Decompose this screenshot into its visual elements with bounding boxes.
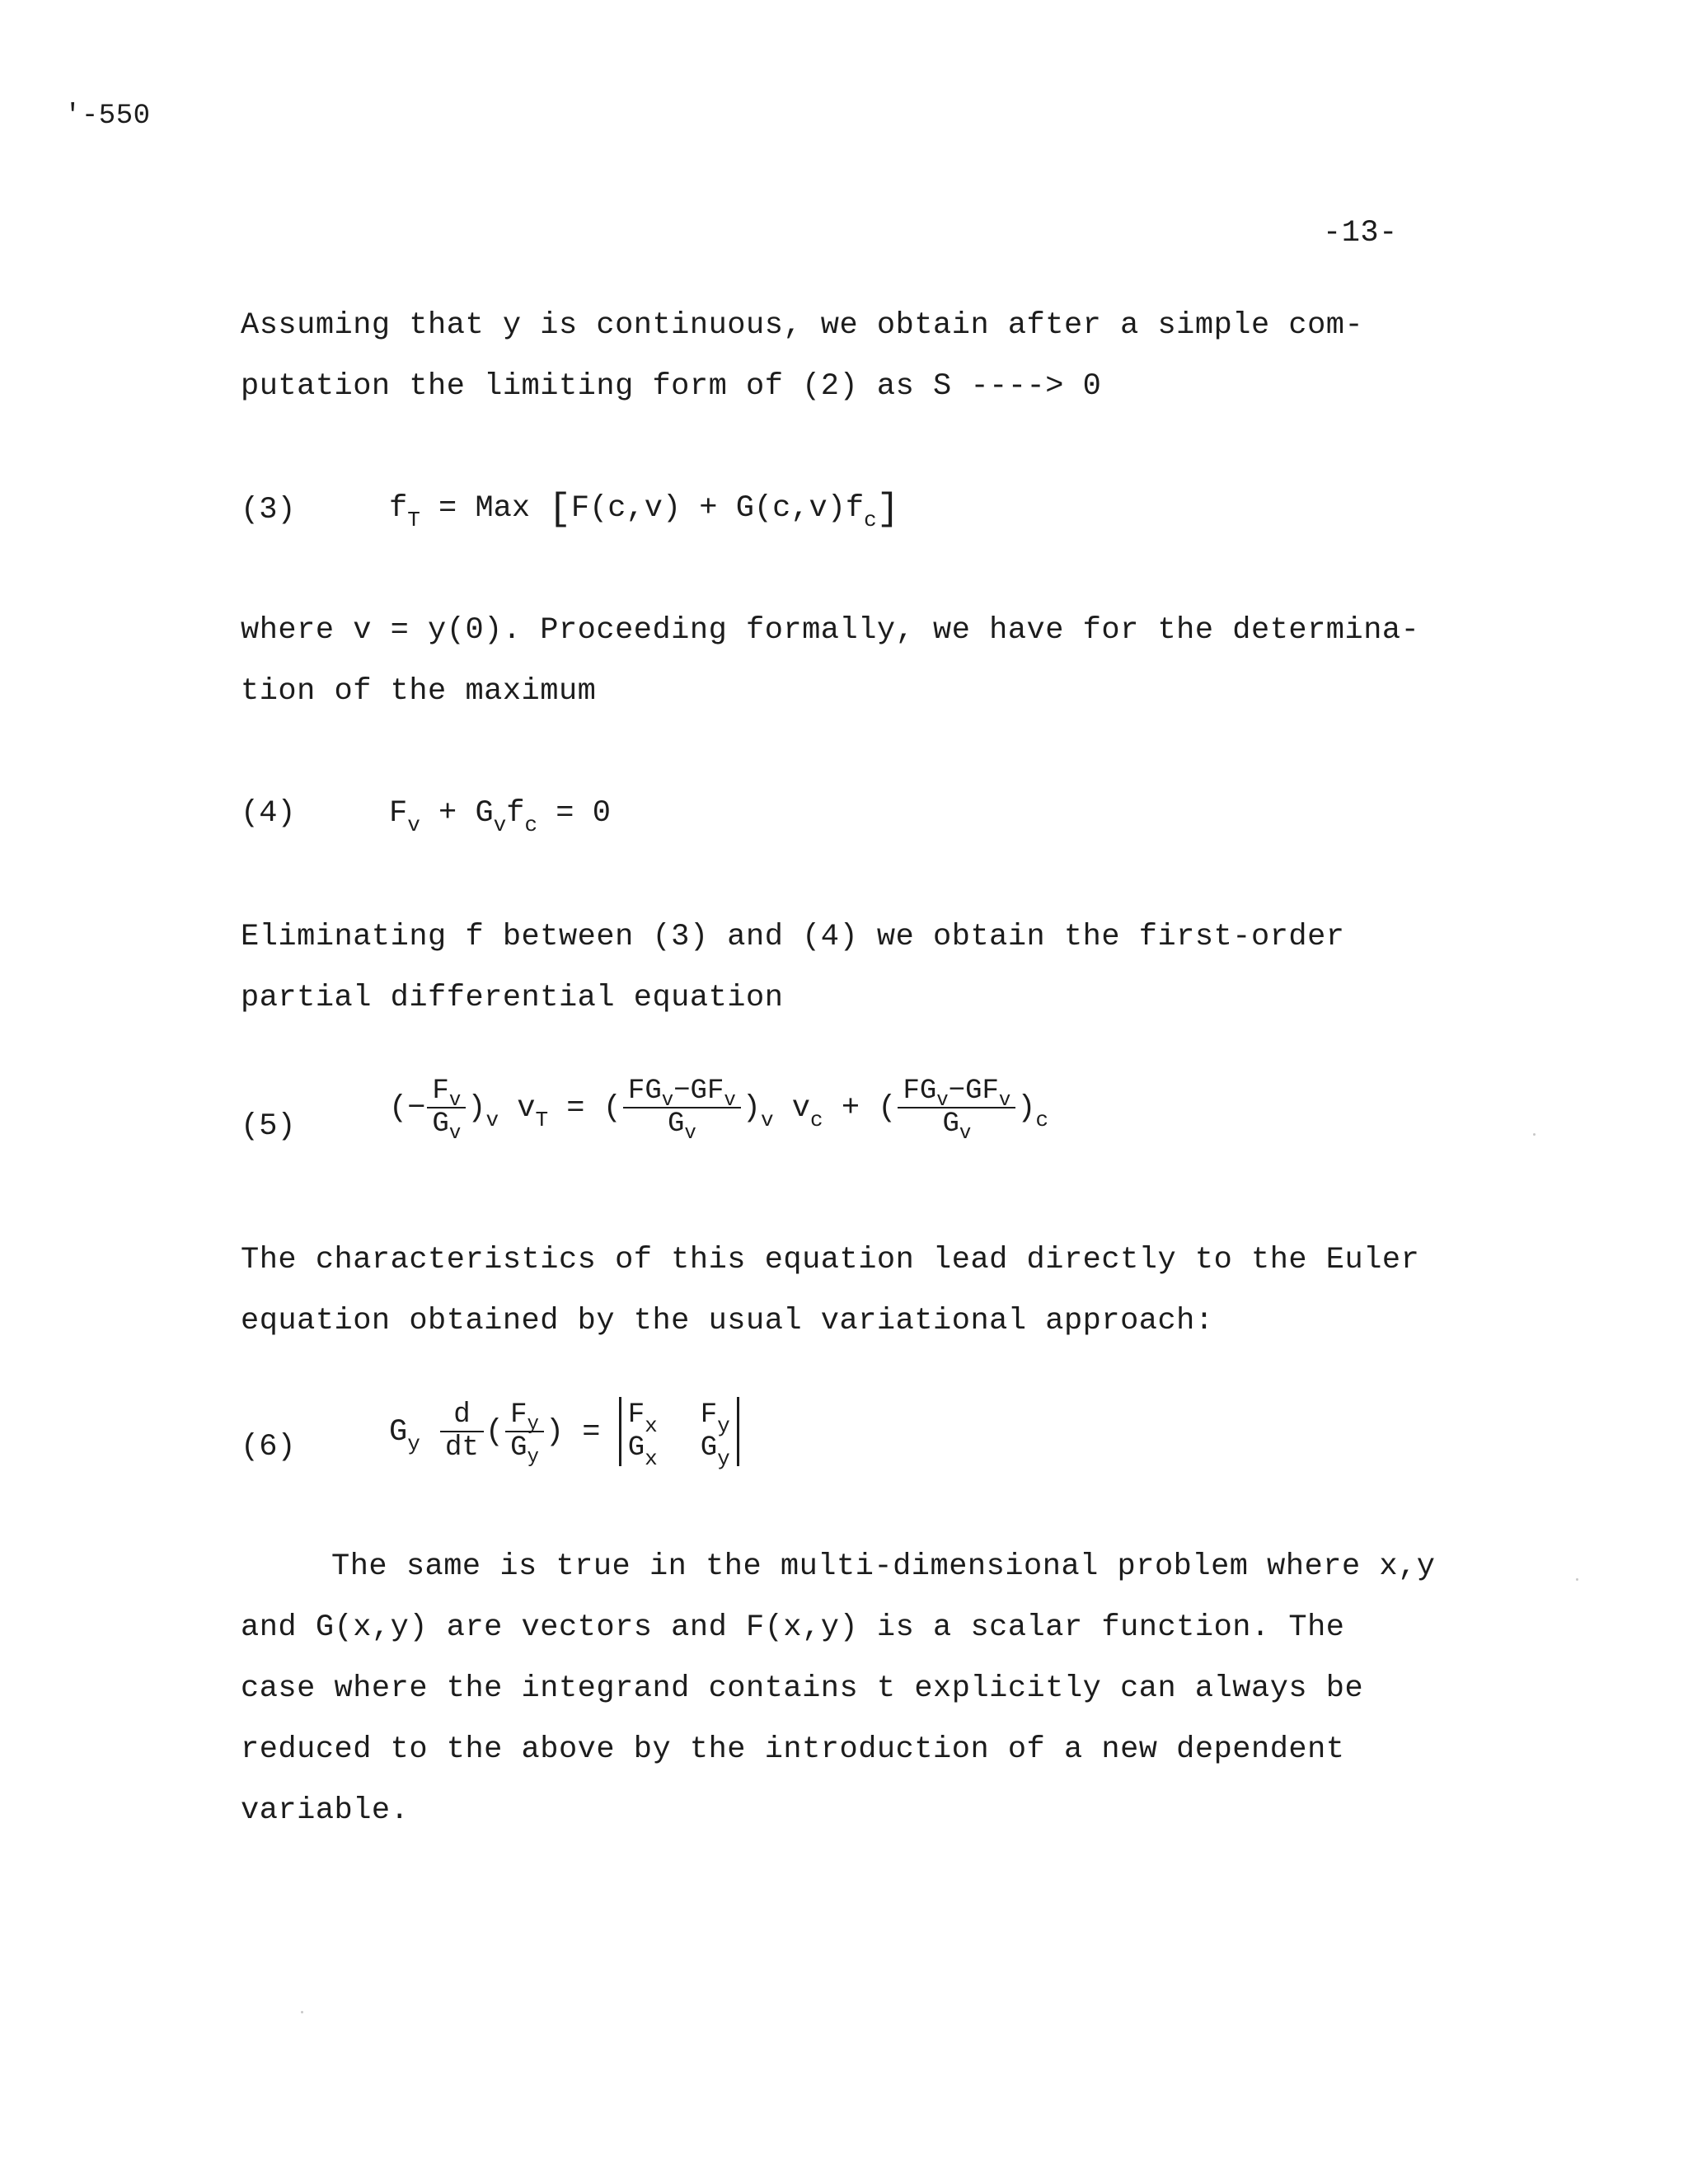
paragraph-5-line-1: The same is true in the multi-dimensional problem where x,y <box>331 1549 1436 1584</box>
paragraph-4-line-2: equation obtained by the usual variational approach: <box>241 1304 1214 1338</box>
paragraph-2-line-1: where v = y(0). Proceeding formally, we have for the determina- <box>241 613 1420 648</box>
scan-speck <box>1533 1133 1536 1136</box>
paragraph-5-line-2: and G(x,y) are vectors and F(x,y) is a scalar function. The <box>241 1610 1345 1645</box>
paragraph-3-line-2: partial differential equation <box>241 981 784 1015</box>
equation-3-label: (3) <box>241 493 296 527</box>
paragraph-1-line-1: Assuming that y is continuous, we obtain after a simple com- <box>241 308 1364 343</box>
scan-speck <box>1576 1578 1578 1581</box>
paragraph-5-line-3: case where the integrand contains t explicitly can always be <box>241 1671 1364 1706</box>
equation-4-label: (4) <box>241 796 296 831</box>
paragraph-5-line-4: reduced to the above by the introduction of a new dependent <box>241 1732 1345 1767</box>
paragraph-4-line-1: The characteristics of this equation lead directly to the Euler <box>241 1243 1420 1277</box>
equation-3: $f_T$ = Max $[F(c,v) + G(c,v)f_c]$ <box>389 488 900 532</box>
equation-5: (− $\frac{F_v}{G_v}$ )$_v$ $v_T$ = ( $\frac{FG_v-GF_v}{G_v}$ )$_v$ $v_c$ + ( $\frac{FG_v-GF_v}{G_v}$ )$_c$ <box>389 1076 1049 1145</box>
paragraph-1-line-2: putation the limiting form of (2) as S ----> 0 <box>241 369 1102 404</box>
paragraph-3-line-1: Eliminating f between (3) and (4) we obtain the first-order <box>241 920 1345 954</box>
equation-6-label: (6) <box>241 1430 296 1465</box>
determinant: $F_x$ $F_y$ $G_x$ $G_y$ <box>619 1397 739 1466</box>
corner-mark: '-550 <box>64 101 151 132</box>
equation-5-label: (5) <box>241 1109 296 1144</box>
paragraph-5-line-5: variable. <box>241 1793 410 1828</box>
page-number: -13- <box>1323 216 1398 251</box>
equation-4: $F_v + G_vf_c = 0$ <box>389 796 611 837</box>
scan-speck <box>301 2011 303 2013</box>
paragraph-2-line-2: tion of the maximum <box>241 674 597 709</box>
equation-6: $G_y$ $\frac{d}{dt}$ ( $\frac{F_y}{G_y}$ ) = $F_x$ $F_y$ $G_x$ $G_y$ <box>389 1397 739 1466</box>
